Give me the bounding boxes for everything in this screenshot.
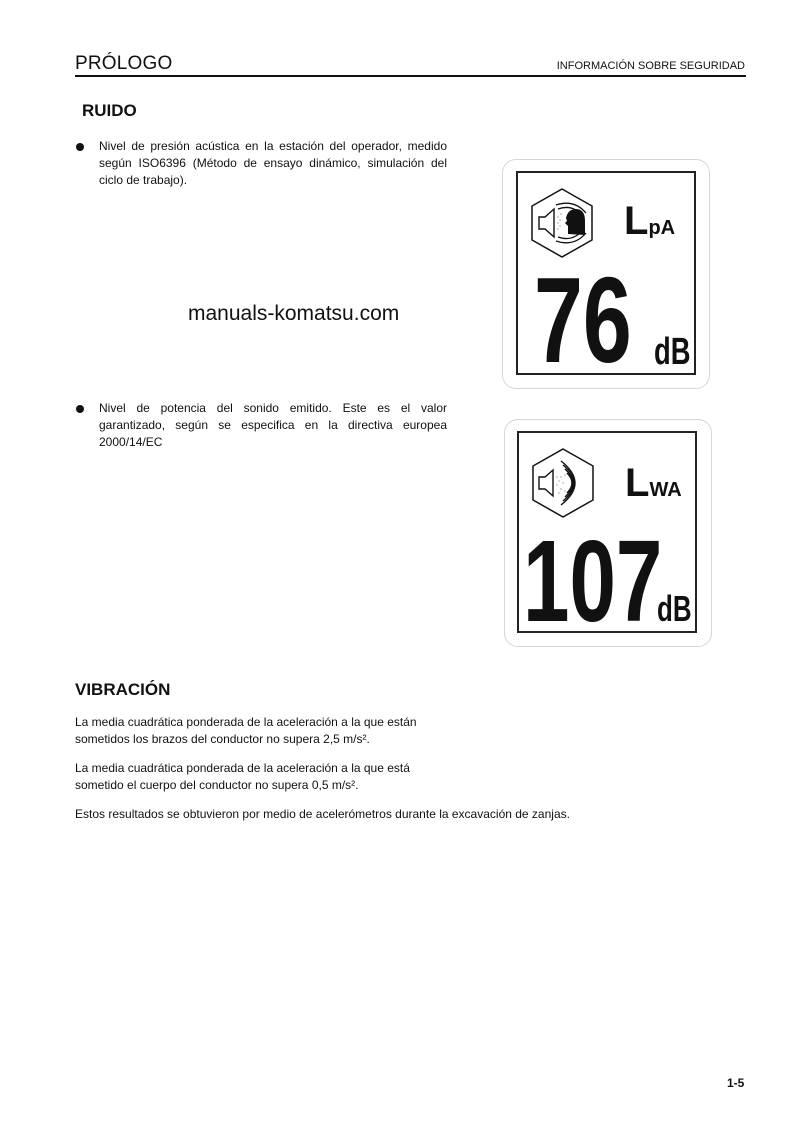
vibracion-paragraph-arms: La media cuadrática ponderada de la aceleración a la que están sometidos los brazos del conductor no supera 2,5 m/s².: [75, 715, 417, 746]
ruido-heading: RUIDO: [82, 101, 137, 120]
lpa-value: 76: [534, 252, 632, 388]
vibracion-heading: VIBRACIÓN: [75, 680, 171, 699]
speaker-sound-waves-icon: [531, 447, 595, 519]
lpa-label: LpA: [624, 199, 676, 243]
lpa-description: Nivel de presión acústica en la estación del operador, medido según ISO6396 (Método de ensayo dinámico, simulación del ciclo de trabajo).: [99, 139, 447, 187]
lwa-frame: [517, 431, 697, 646]
speaker-to-operator-head-icon: [530, 187, 594, 259]
section-title: PRÓLOGO: [75, 53, 173, 74]
lpa-sound-label: [502, 159, 710, 389]
header-divider: [75, 75, 746, 77]
page-number: 1-5: [727, 1076, 745, 1090]
watermark: manuals-komatsu.com: [188, 302, 400, 325]
lwa-label: LWA: [625, 461, 682, 505]
chapter-title: INFORMACIÓN SOBRE SEGURIDAD: [556, 60, 745, 72]
lwa-value: 107: [523, 516, 663, 646]
vibracion-paragraph-method: Estos resultados se obtuvieron por medio de acelerómetros durante la excavación de zanjas.: [75, 807, 570, 821]
lwa-unit: dB: [657, 588, 692, 629]
bullet-icon: [76, 143, 84, 151]
lwa-description: Nivel de potencia del sonido emitido. Este es el valor garantizado, según se especifica en la directiva europea 2000/14/EC: [99, 401, 447, 449]
vibracion-paragraph-body: La media cuadrática ponderada de la aceleración a la que está sometido el cuerpo del conductor no supera 0,5 m/s².: [75, 761, 410, 792]
lwa-sound-label: [504, 419, 712, 647]
bullet-icon: [76, 405, 84, 413]
lpa-frame: [516, 171, 696, 388]
lpa-unit: dB: [654, 331, 691, 373]
